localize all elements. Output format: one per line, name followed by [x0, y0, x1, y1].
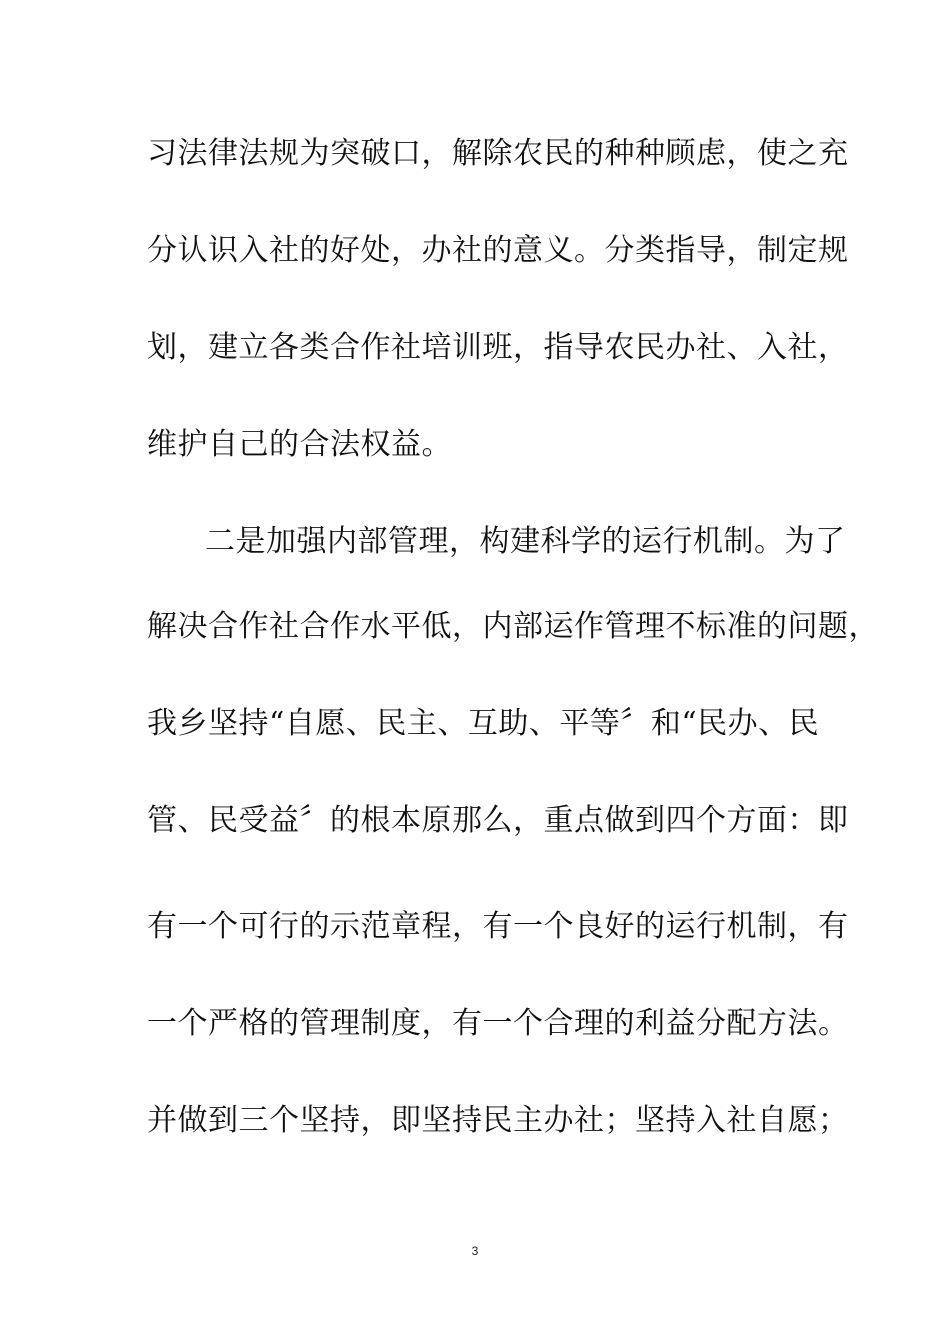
body-text-line: 划，建立各类合作社培训班，指导农民办社、入社， — [147, 330, 849, 365]
body-text-line: 并做到三个坚持，即坚持民主办社；坚持入社自愿； — [147, 1103, 849, 1138]
paragraph-first-line: 二是加强内部管理，构建科学的运行机制。为了 — [205, 524, 846, 559]
body-text-line: 习法律法规为突破口，解除农民的种种顾虑，使之充 — [147, 136, 849, 171]
body-text-line: 有一个可行的示范章程，有一个良好的运行机制，有 — [147, 909, 849, 944]
body-text-line: 我乡坚持“自愿、民主、互助、平等〞和“民办、民 — [147, 706, 820, 741]
body-text-line: 分认识入社的好处，办社的意义。分类指导，制定规 — [147, 233, 849, 268]
body-text-line: 维护自己的合法权益。 — [147, 427, 452, 462]
body-text-line: 管、民受益〞的根本原那么，重点做到四个方面：即 — [147, 803, 849, 838]
body-text-line: 解决合作社合作水平低，内部运作管理不标准的问题， — [147, 609, 879, 644]
page-number: 3 — [471, 1244, 479, 1258]
body-text-line: 一个严格的管理制度，有一个合理的利益分配方法。 — [147, 1006, 849, 1041]
